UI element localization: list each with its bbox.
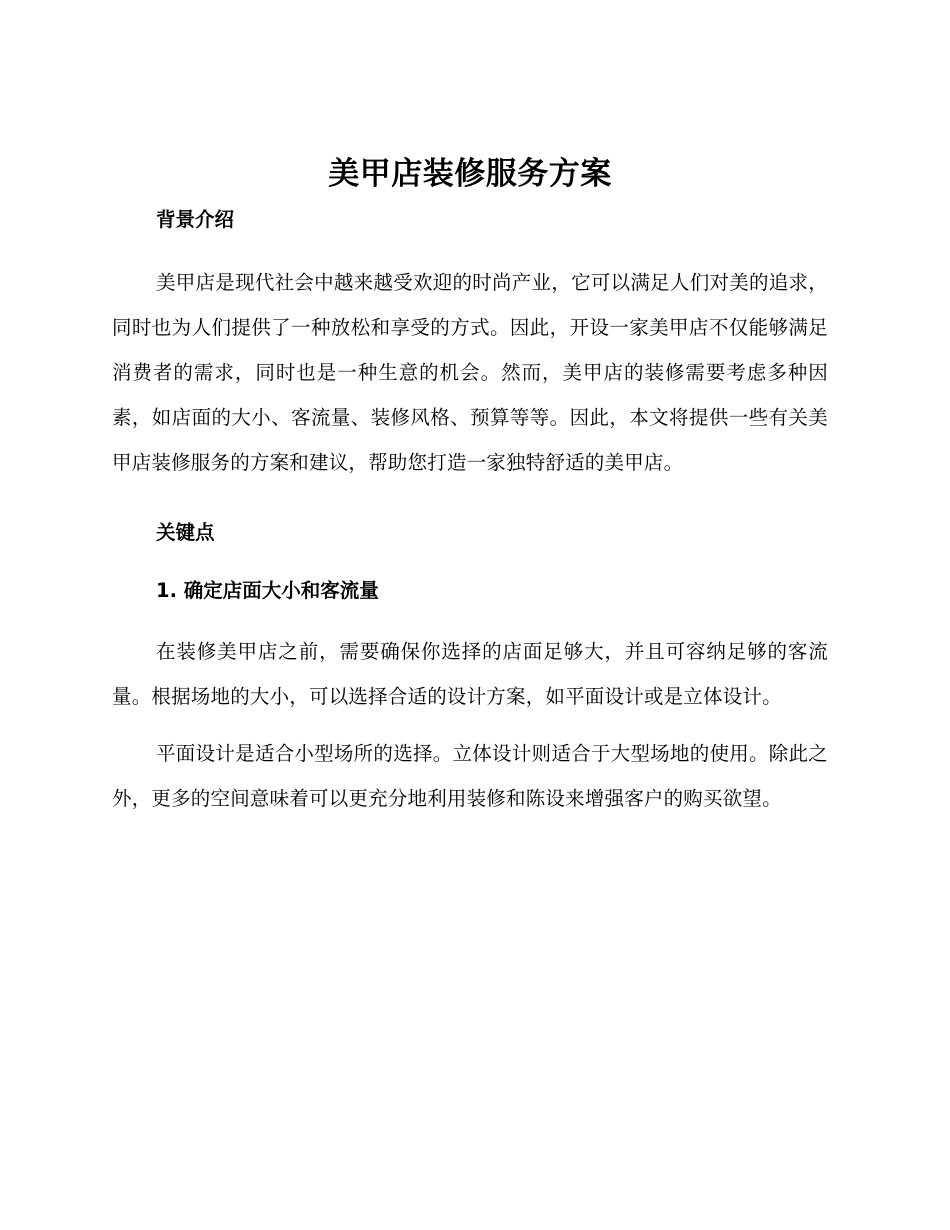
point1-heading: 1. 确定店面大小和客流量: [156, 579, 379, 602]
background-paragraph: 美甲店是现代社会中越来越受欢迎的时尚产业，它可以满足人们对美的追求，同时也为人们提供了一种放松和享受的方式。因此，开设一家美甲店不仅能够满足消费者的需求，同时也是一种生意的机会。然而，美甲店的装修需要考虑多种因素，如店面的大小、客流量、装修风格、预算等等。因此，本文将提供一些有关美甲店装修服务的方案和建议，帮助您打造一家独特舒适的美甲店。: [112, 271, 828, 474]
background-heading: 背景介绍: [156, 208, 235, 231]
document-body: [112, 148, 828, 821]
document-title: 美甲店装修服务方案: [328, 156, 612, 192]
point1-paragraph-2: 平面设计是适合小型场所的选择。立体设计则适合于大型场地的使用。除此之外，更多的空间意味着可以更充分地利用装修和陈设来增强客户的购买欲望。: [112, 742, 828, 810]
point1-paragraph-1: 在装修美甲店之前，需要确保你选择的店面足够大，并且可容纳足够的客流量。根据场地的大小，可以选择合适的设计方案，如平面设计或是立体设计。: [112, 640, 828, 708]
key-points-heading: 关键点: [156, 521, 215, 544]
